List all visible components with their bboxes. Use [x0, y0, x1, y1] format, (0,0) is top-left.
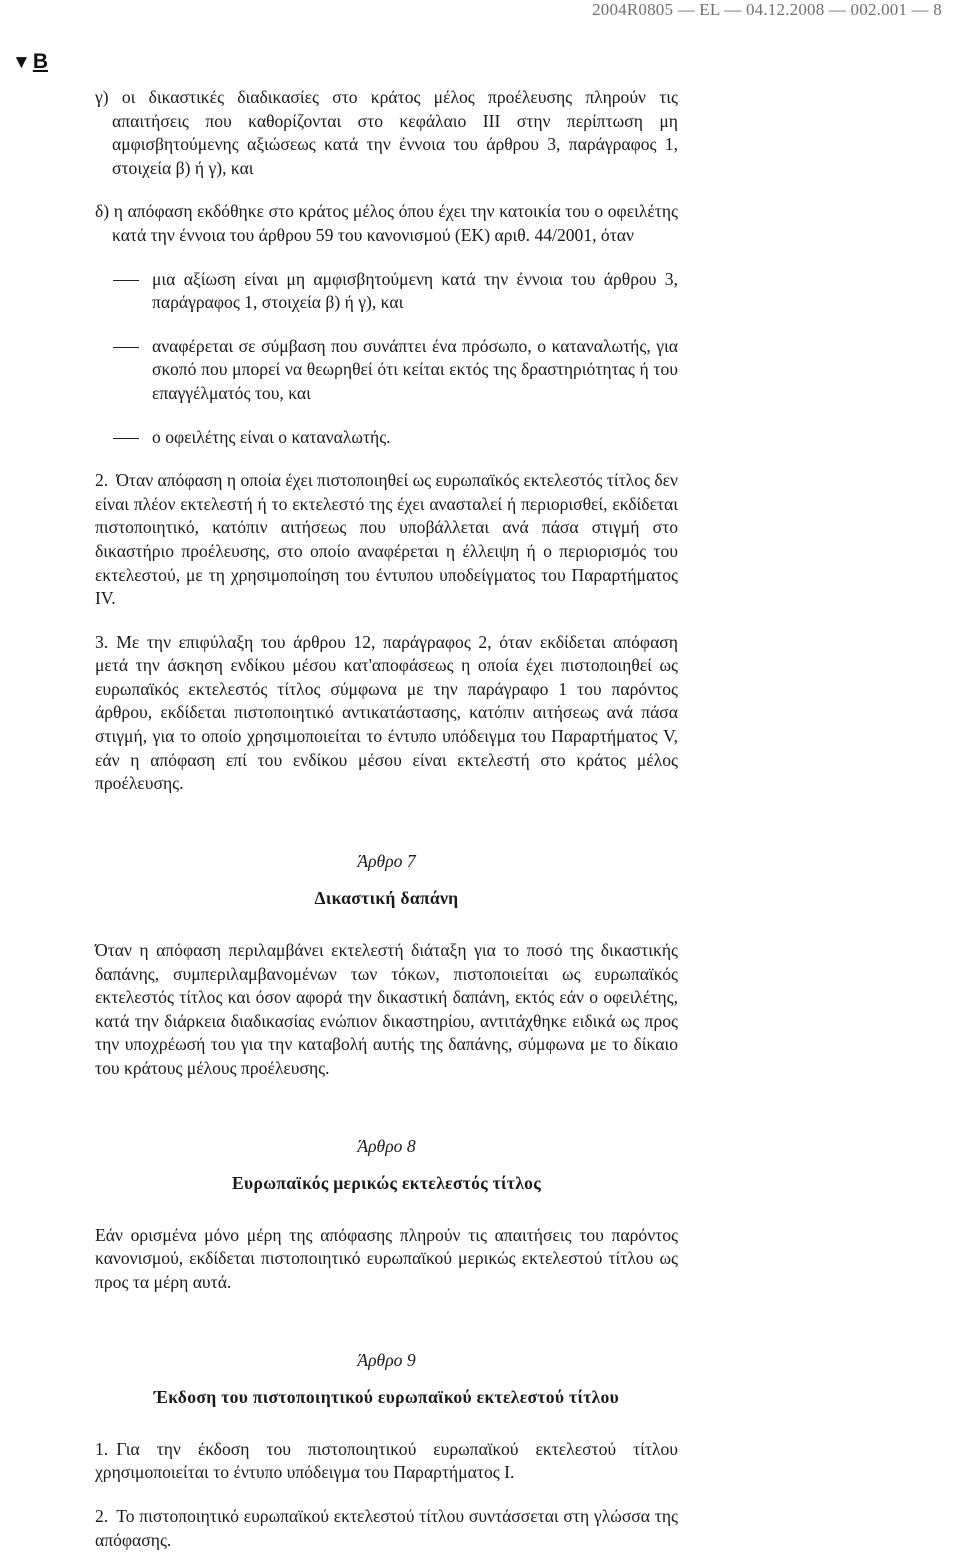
dash-item — [95, 426, 678, 450]
paragraph-text: Με την επιφύλαξη του άρθρου 12, παράγραφος 2, όταν εκδίδεται απόφαση μετά την άσκηση ενδίκου μέσου κατ'αποφάσεως η οποία έχει πιστοποιηθεί ως ευρωπαϊκός εκτελεστός τίτλος σύμφωνα με την παράγραφο 1 του παρόντος άρθρου, εκδίδεται πιστοποιητικό αντικατάστασης, κατόπιν αιτήσεως ανά πάσα στιγμή, για το οποίο χρησιμοποιείται το έντυπο υπόδειγμα του Παραρτήματος V, εάν η απόφαση επί του ενδίκου μέσου είναι εκτελεστή στο κράτος μέλος προέλευσης. — [95, 631, 678, 794]
dash-item — [95, 268, 678, 315]
document-body — [95, 86, 678, 1552]
article-9-number: Άρθρο 9 — [357, 1349, 416, 1370]
paragraph-number: 3. — [95, 631, 109, 652]
triangle-down-icon: ▼ — [12, 52, 31, 73]
dash-item-text: μια αξίωση είναι μη αμφισβητούμενη κατά την έννοια του άρθρου 3, παράγραφος 1, στοιχεία β) ή γ), και — [152, 268, 678, 313]
dash-marker — [113, 280, 139, 281]
article-9-title: Έκδοση του πιστοποιητικού ευρωπαϊκού εκτελεστού τίτλου — [153, 1387, 620, 1408]
article-8-title: Ευρωπαϊκός μερικώς εκτελεστός τίτλος — [232, 1173, 541, 1194]
paragraph-text: Όταν απόφαση η οποία έχει πιστοποιηθεί ως ευρωπαϊκός εκτελεστός τίτλος δεν είναι πλέον εκτελεστή ή το εκτελεστό της έχει ανασταλεί ή περιορισθεί, εκδίδεται πιστοποιητικό, κατόπιν αιτήσεως που υποβάλλεται ανά πάσα στιγμή στο δικαστήριο προέλευσης, στο οποίο αναφέρεται η έλλειψη ή ο περιορισμός του εκτελεστού, με τη χρησιμοποίηση του έντυπου υποδείγματος του Παραρτήματος IV. — [95, 470, 679, 609]
paragraph-2 — [95, 469, 678, 611]
paragraph-text: Το πιστοποιητικό ευρωπαϊκού εκτελεστού τίτλου συντάσσεται στη γλώσσα της απόφασης. — [95, 1505, 678, 1550]
dash-marker — [113, 347, 139, 348]
document-reference-header: 2004R0805 — EL — 04.12.2008 — 002.001 — 8 — [592, 0, 942, 19]
paragraph-number: 1. — [95, 1438, 109, 1459]
list-item-delta: δ) η απόφαση εκδόθηκε στο κράτος μέλος όπου έχει την κατοικία του ο οφειλέτης κατά την έννοια του άρθρου 59 του κανονισμού (ΕΚ) αριθ. 44/2001, όταν — [95, 201, 678, 245]
article-8-text: Εάν ορισμένα μόνο μέρη της απόφασης πληρούν τις απαιτήσεις του παρόντος κανονισμού, εκδίδεται πιστοποιητικό ευρωπαϊκού μερικώς εκτελεστού τίτλου ως προς τα μέρη αυτά. — [95, 1224, 678, 1292]
article-9-paragraph-2 — [95, 1505, 678, 1552]
article-7-title: Δικαστική δαπάνη — [314, 888, 459, 909]
paragraph-number: 2. — [95, 470, 109, 491]
dash-marker — [113, 438, 139, 439]
article-8-number: Άρθρο 8 — [357, 1135, 416, 1156]
article-7-text: Όταν η απόφαση περιλαμβάνει εκτελεστή διάταξη για το ποσό της δικαστικής δαπάνης, συμπεριλαμβανομένων των τόκων, πιστοποιείται ως ευρωπαϊκός εκτελεστός τίτλος και όσον αφορά την δικαστική δαπάνη, εκτός εάν ο οφειλέτης, κατά την διάρκεια διαδικασίας ενώπιον δικαστηρίου, αντιτάχθηκε ειδικά ως προς την υποχρέωσή του για την καταβολή αυτής της δαπάνης, σύμφωνα με το δίκαιο του κράτους μέλους προέλευσης. — [95, 940, 678, 1078]
amendment-code: B — [32, 50, 48, 73]
list-item-gamma: γ) οι δικαστικές διαδικασίες στο κράτος μέλος προέλευσης πληρούν τις απαιτήσεις που καθορίζονται στο κεφάλαιο III στην περίπτωση μη αμφισβητούμενης αξιώσεως κατά την έννοια του άρθρου 3, παράγραφος 1, στοιχεία β) ή γ), και — [95, 87, 678, 178]
paragraph-3 — [95, 631, 678, 796]
article-9-paragraph-1 — [95, 1438, 678, 1485]
amendment-marker — [12, 50, 48, 74]
dash-item-text: αναφέρεται σε σύμβαση που συνάπτει ένα πρόσωπο, ο καταναλωτής, για σκοπό που μπορεί να θεωρηθεί ότι κείται εκτός της δραστηριότητας ή του επαγγέλματός του, και — [152, 335, 678, 403]
dash-item-text: ο οφειλέτης είναι ο καταναλωτής. — [152, 426, 391, 447]
paragraph-text: Για την έκδοση του πιστοποιητικού ευρωπαϊκού εκτελεστού τίτλου χρησιμοποιείται το έντυπο υπόδειγμα του Παραρτήματος I. — [95, 1438, 678, 1483]
dash-item — [95, 335, 678, 406]
paragraph-number: 2. — [95, 1505, 109, 1526]
article-7-number: Άρθρο 7 — [357, 850, 416, 871]
